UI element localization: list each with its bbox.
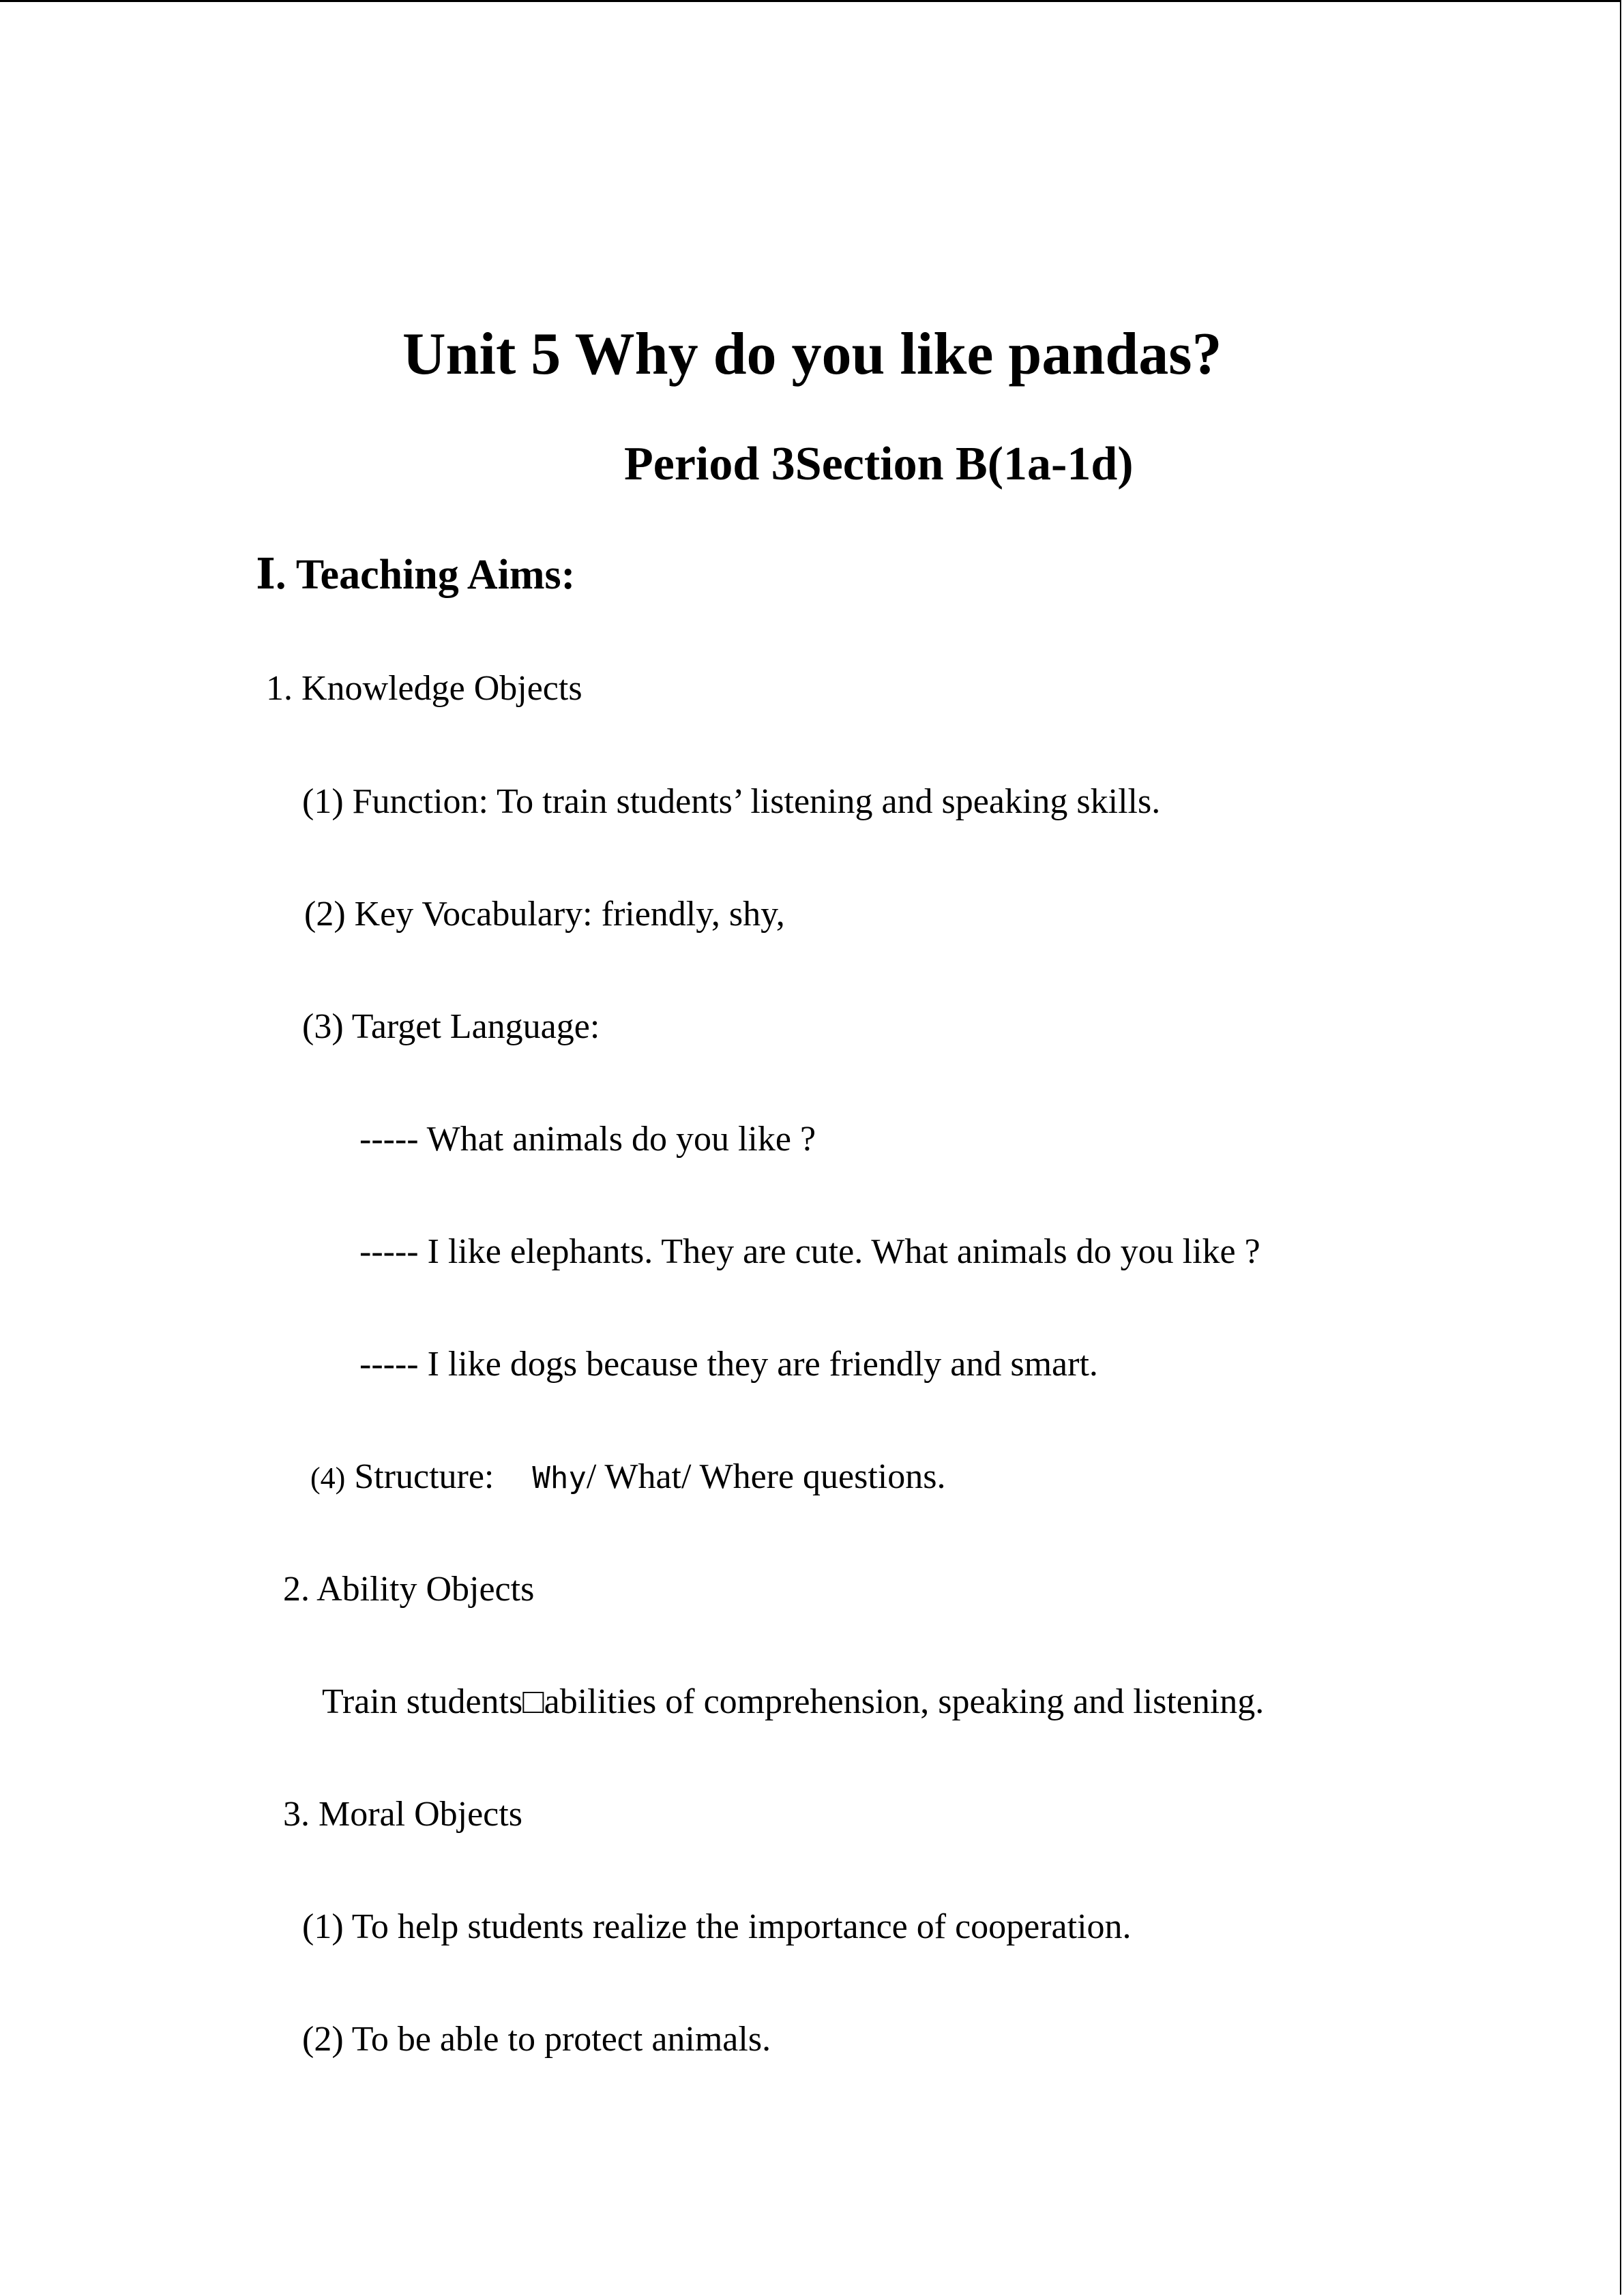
structure-item [310,1459,946,1495]
dialogue-line-1: ----- What animals do you like ? [359,1120,816,1159]
moral-item-2: (2) To be able to protect animals. [302,2020,771,2059]
structure-number: (4) [310,1461,346,1495]
ability-objects-text: Train students□abilities of comprehension, speaking and listening. [322,1682,1265,1721]
vocabulary-item: (2) Key Vocabulary: friendly, shy, [304,895,785,934]
ability-objects-heading: 2. Ability Objects [283,1570,535,1609]
target-language-item: (3) Target Language: [302,1007,600,1046]
structure-rest: / What/ Where questions. [586,1457,946,1496]
dialogue-line-2: ----- I like elephants. They are cute. What animals do you like ? [359,1232,1260,1271]
document-subtitle: Period 3Section B(1a-1d) [624,438,1134,490]
moral-objects-heading: 3. Moral Objects [283,1795,522,1834]
teaching-aims-heading: Ⅰ. Teaching Aims: [256,552,576,598]
function-item: (1) Function: To train students’ listening and speaking skills. [302,782,1161,821]
document-title: Unit 5 Why do you like pandas? [402,321,1222,387]
dialogue-line-3: ----- I like dogs because they are friendly and smart. [359,1345,1098,1384]
knowledge-objects-heading: 1. Knowledge Objects [266,669,582,708]
structure-why: Why [532,1461,587,1495]
structure-label: Structure: [354,1457,494,1496]
moral-item-1: (1) To help students realize the importance of cooperation. [302,1907,1132,1946]
